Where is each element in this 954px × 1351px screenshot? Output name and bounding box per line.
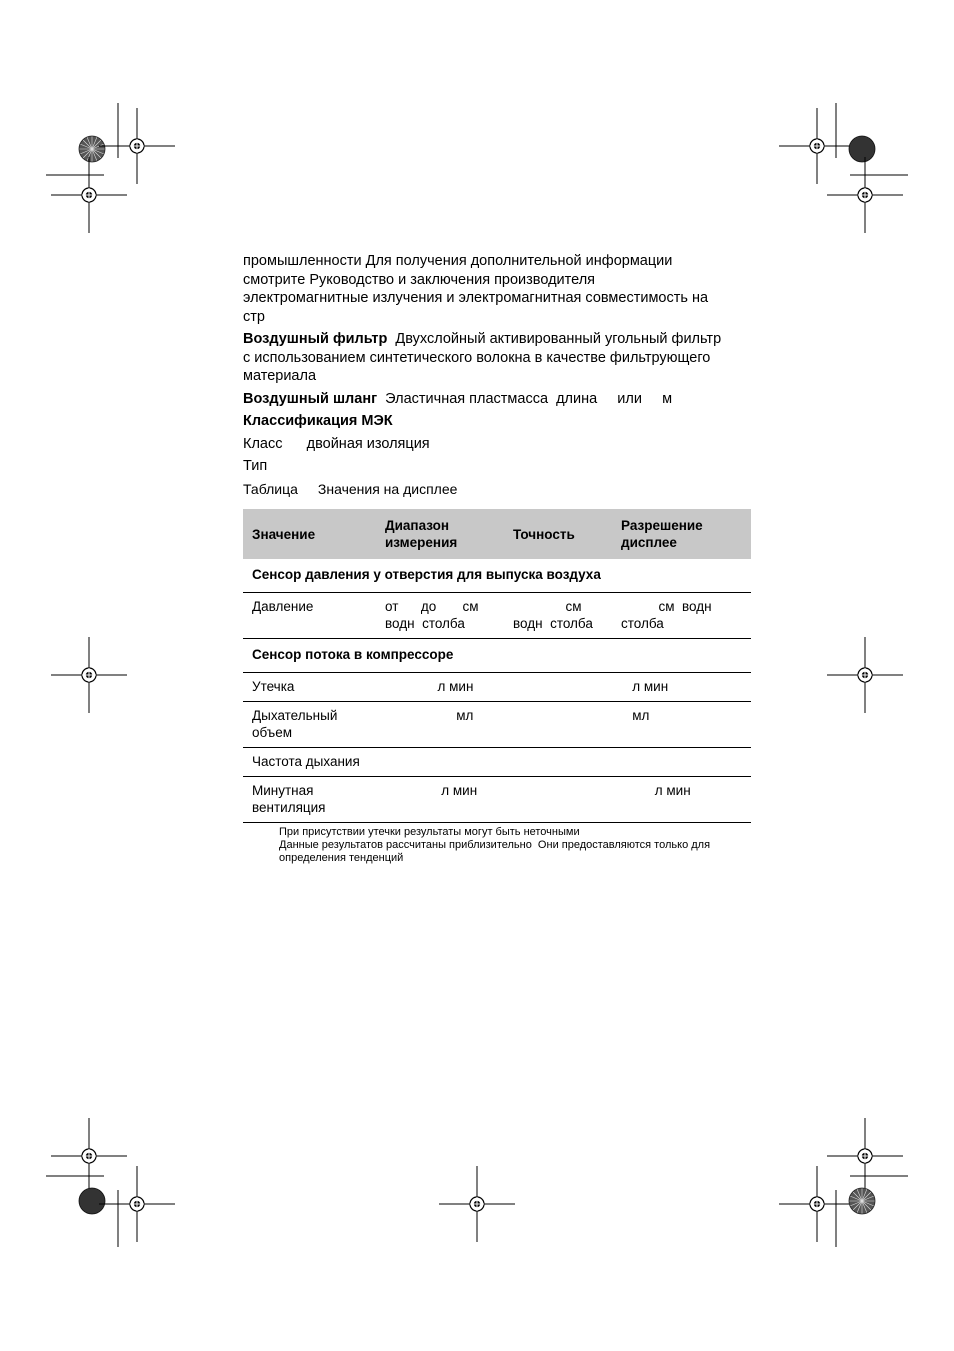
cell-line: вентиляция: [252, 800, 326, 815]
cell-resolution: [612, 673, 751, 702]
air-hose-heading: Воздушный шланг: [243, 390, 378, 407]
crosshair-mark: [779, 1166, 855, 1242]
cell-name: Частота дыхания: [243, 748, 376, 777]
section-title: Сенсор потока в компрессоре: [243, 639, 751, 673]
text-line: электромагнитные излучения и электромагнитная совместимость на: [243, 290, 709, 306]
text-line: материала: [243, 368, 317, 384]
cell-range: [376, 702, 504, 748]
starburst-mark: [849, 1188, 875, 1214]
cell-accuracy: [504, 748, 612, 777]
table-caption: [243, 481, 457, 497]
cell-line: Дыхательный: [252, 708, 338, 723]
table-section-row: [243, 639, 751, 673]
footnote: При присутствии утечки результаты могут быть неточными: [279, 826, 580, 838]
cell-line: водн столба: [385, 616, 465, 631]
cell-name: Утечка: [243, 673, 376, 702]
paragraph-intro: [243, 252, 753, 326]
cell-line: см: [513, 599, 582, 614]
crosshair-mark: [51, 1118, 127, 1194]
table-caption-label: Таблица: [243, 481, 298, 497]
cell-line: л мин: [385, 679, 474, 694]
crosshair-mark: [99, 1166, 175, 1242]
cell-line: л мин: [621, 679, 669, 694]
cell-line: столба: [621, 616, 664, 631]
crosshair-mark: [827, 157, 903, 233]
table-row: [243, 702, 751, 748]
text-line: Класс двойная изоляция: [243, 435, 430, 452]
cell-resolution: [612, 593, 751, 639]
paragraph-air-hose: [243, 390, 753, 409]
cell-accuracy: [504, 702, 612, 748]
cell-line: водн столба: [513, 616, 593, 631]
table-row: [243, 748, 751, 777]
cell-line: мл: [385, 708, 474, 723]
cell-accuracy: [504, 673, 612, 702]
paragraph-air-filter: [243, 330, 753, 386]
cell-resolution: [612, 748, 751, 777]
text-line: промышленности Для получения дополнительной информации: [243, 253, 673, 269]
crosshair-mark: [439, 1166, 515, 1242]
footnote: Данные результатов рассчитаны приблизительно Они предоставляются только для: [279, 839, 711, 851]
crosshair-mark: [51, 157, 127, 233]
table-row: [243, 777, 751, 823]
footnote: определения тенденций: [279, 852, 404, 864]
cell-range: [376, 673, 504, 702]
cell-range: [376, 593, 504, 639]
paragraph-class: [243, 435, 753, 454]
header-resolution-line: Разрешение: [621, 518, 703, 533]
air-filter-heading: Воздушный фильтр: [243, 331, 388, 347]
iec-classification-heading: Классификация МЭК: [243, 413, 393, 429]
header-range-line: измерения: [385, 535, 458, 550]
table-row: [243, 593, 751, 639]
cell-accuracy: [504, 593, 612, 639]
table-footnotes: [279, 826, 749, 865]
paragraph-type: [243, 457, 753, 476]
header-resolution: [612, 509, 751, 559]
header-value: Значение: [243, 509, 376, 559]
cell-resolution: [612, 777, 751, 823]
cell-accuracy: [504, 777, 612, 823]
cell-resolution: [612, 702, 751, 748]
cell-line: л мин: [385, 783, 478, 798]
header-resolution-line: дисплее: [621, 535, 677, 550]
text-line: с использованием синтетического волокна в качестве фильтрующего: [243, 349, 711, 366]
header-range: [376, 509, 504, 559]
dark-dot-mark: [79, 1188, 105, 1214]
section-title: Сенсор давления у отверстия для выпуска воздуха: [243, 559, 751, 593]
cell-name: [243, 702, 376, 748]
dark-dot-mark: [849, 136, 875, 162]
text-line: Двухслойный активированный угольный фильтр: [387, 331, 722, 347]
cell-name: Давление: [243, 593, 376, 639]
text-line: смотрите Руководство и заключения производителя: [243, 271, 596, 288]
crosshair-mark: [827, 637, 903, 713]
cell-line: объем: [252, 725, 293, 740]
header-range-line: Диапазон: [385, 518, 450, 533]
cell-range: [376, 777, 504, 823]
cell-range: [376, 748, 504, 777]
paragraph-iec-classification: [243, 412, 753, 431]
display-values-table: [243, 509, 751, 823]
header-accuracy: Точность: [504, 509, 612, 559]
cell-line: мл: [621, 708, 650, 723]
starburst-mark: [79, 136, 105, 162]
text-line: стр: [243, 308, 265, 325]
text-line: Тип: [243, 458, 268, 474]
crosshair-mark: [99, 108, 175, 184]
table-caption-title: Значения на дисплее: [317, 481, 458, 497]
crosshair-mark: [51, 637, 127, 713]
table-section-row: [243, 559, 751, 593]
text-line: Эластичная пластмасса длина или м: [377, 390, 673, 407]
table-header-row: [243, 509, 751, 559]
cell-line: см водн: [621, 599, 712, 614]
cell-line: Минутная: [252, 783, 314, 798]
cell-line: л мин: [621, 783, 691, 798]
table-row: [243, 673, 751, 702]
body-text: [243, 252, 753, 480]
crosshair-mark: [779, 108, 855, 184]
crosshair-mark: [827, 1118, 903, 1194]
cell-line: от до см: [385, 599, 479, 614]
cell-name: [243, 777, 376, 823]
